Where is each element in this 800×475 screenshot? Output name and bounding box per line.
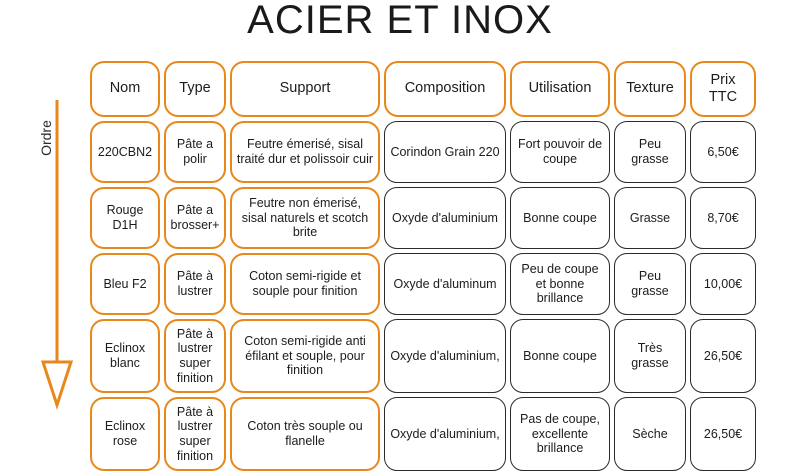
table-row <box>90 253 756 315</box>
cell-support: Coton semi-rigide et souple pour finition <box>230 253 380 315</box>
page-title: ACIER ET INOX <box>247 0 553 42</box>
cell-type: Pâte a brosser+ <box>164 187 226 249</box>
cell-type: Pâte à lustrer super finition <box>164 319 226 393</box>
cell-nom: Eclinox rose <box>90 397 160 471</box>
cell-prix: 6,50€ <box>690 121 756 183</box>
cell-nom: Rouge D1H <box>90 187 160 249</box>
cell-support: Feutre émerisé, sisal traité dur et polissoir cuir <box>230 121 380 183</box>
cell-composition: Oxyde d'aluminium, <box>384 397 506 471</box>
down-arrow-icon <box>40 100 74 410</box>
cell-utilisation: Peu de coupe et bonne brillance <box>510 253 610 315</box>
cell-composition: Oxyde d'aluminum <box>384 253 506 315</box>
cell-prix: 26,50€ <box>690 319 756 393</box>
column-header-prix: Prix TTC <box>690 61 756 117</box>
cell-composition: Oxyde d'aluminium <box>384 187 506 249</box>
table-row <box>90 319 756 393</box>
column-header-composition: Composition <box>384 61 506 117</box>
cell-support: Feutre non émerisé, sisal naturels et scotch brite <box>230 187 380 249</box>
cell-nom: Bleu F2 <box>90 253 160 315</box>
cell-type: Pâte à lustrer super finition <box>164 397 226 471</box>
cell-texture: Peu grasse <box>614 253 686 315</box>
cell-type: Pâte a polir <box>164 121 226 183</box>
cell-support: Coton très souple ou flanelle <box>230 397 380 471</box>
cell-utilisation: Bonne coupe <box>510 187 610 249</box>
cell-support: Coton semi-rigide anti éfilant et souple, pour finition <box>230 319 380 393</box>
cell-nom: 220CBN2 <box>90 121 160 183</box>
cell-nom: Eclinox blanc <box>90 319 160 393</box>
cell-utilisation: Pas de coupe, excellente brillance <box>510 397 610 471</box>
column-header-nom: Nom <box>90 61 160 117</box>
cell-composition: Corindon Grain 220 <box>384 121 506 183</box>
cell-texture: Sèche <box>614 397 686 471</box>
cell-prix: 10,00€ <box>690 253 756 315</box>
column-header-support: Support <box>230 61 380 117</box>
column-header-utilisation: Utilisation <box>510 61 610 117</box>
cell-texture: Très grasse <box>614 319 686 393</box>
table-row <box>90 187 756 249</box>
column-header-texture: Texture <box>614 61 686 117</box>
table-row <box>90 397 756 471</box>
cell-utilisation: Fort pouvoir de coupe <box>510 121 610 183</box>
cell-texture: Grasse <box>614 187 686 249</box>
table-header-row <box>90 61 756 117</box>
ordre-label: Ordre <box>38 120 54 156</box>
cell-prix: 8,70€ <box>690 187 756 249</box>
column-header-type: Type <box>164 61 226 117</box>
cell-composition: Oxyde d'aluminium, <box>384 319 506 393</box>
specs-table <box>86 57 760 475</box>
cell-texture: Peu grasse <box>614 121 686 183</box>
ordre-axis <box>18 100 78 420</box>
cell-type: Pâte à lustrer <box>164 253 226 315</box>
table-row <box>90 121 756 183</box>
cell-utilisation: Bonne coupe <box>510 319 610 393</box>
cell-prix: 26,50€ <box>690 397 756 471</box>
